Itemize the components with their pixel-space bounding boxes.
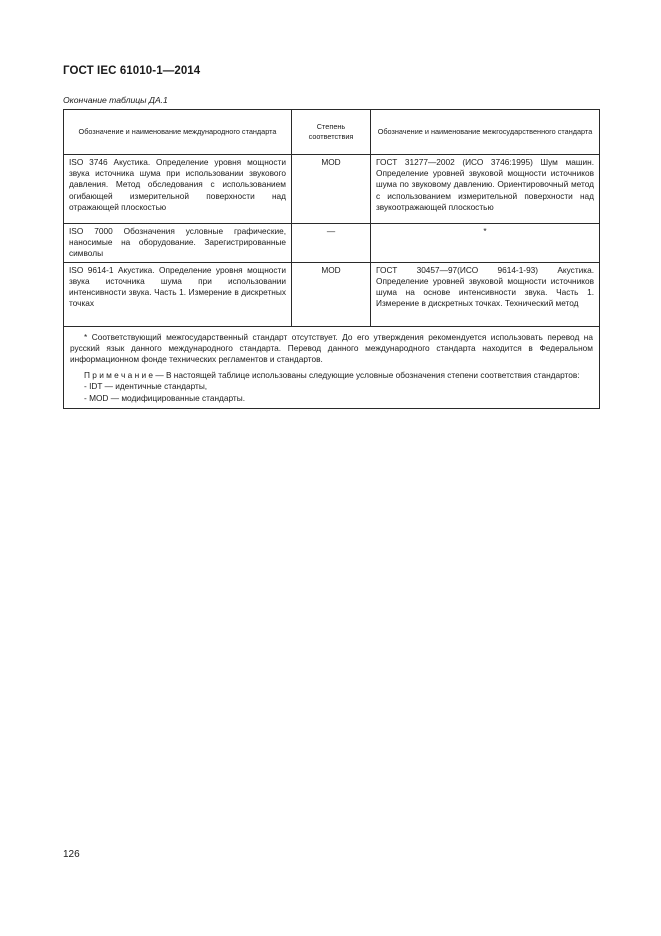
note-text: — В настоящей таблице использованы следующие условные обозначения степени соответствия стандартов: <box>153 370 580 381</box>
cell-international-standard: ISO 3746 Акустика. Определение уровня мощности звука источника шума при использовании звукового давления. Метод обследования с использованием огибающей измерительной поверхности над отражающей плоскостью <box>64 155 292 224</box>
cell-international-standard: ISO 7000 Обозначения условные графические, наносимые на оборудование. Зарегистрированные символы <box>64 224 292 263</box>
column-header-interstate: Обозначение и наименование межгосударственного стандарта <box>371 110 600 155</box>
legend-item-mod: - MOD — модифицированные стандарты. <box>84 392 246 403</box>
legend-item-idt: - IDT — идентичные стандарты, <box>84 381 208 392</box>
cell-interstate-standard: ГОСТ 30457—97(ИСО 9614-1-93) Акустика. Определение уровней звуковой мощности источников шума на основе интенсивности звука. Часть 1. Измерение в дискретных точках. Технический метод <box>371 262 600 326</box>
standards-table <box>63 109 600 409</box>
cell-degree: MOD <box>292 155 371 224</box>
table-header-row <box>64 110 600 155</box>
table-row <box>64 262 600 326</box>
table-row <box>64 155 600 224</box>
column-header-international: Обозначение и наименование международного стандарта <box>64 110 292 155</box>
cell-interstate-standard: * <box>371 224 600 263</box>
table-caption: Окончание таблицы ДА.1 <box>63 95 168 105</box>
cell-degree: — <box>292 224 371 263</box>
table-notes <box>64 326 600 408</box>
table-notes-row <box>64 326 600 408</box>
document-title: ГОСТ IEC 61010-1—2014 <box>63 65 201 77</box>
note-label: П р и м е ч а н и е <box>84 370 154 381</box>
note <box>70 370 593 381</box>
table-row <box>64 224 600 263</box>
cell-international-standard: ISO 9614-1 Акустика. Определение уровня мощности звука источника шума при использовании интенсивности звука. Часть 1. Измерение в дискретных точках <box>64 262 292 326</box>
page-number: 126 <box>63 849 80 860</box>
cell-interstate-standard: ГОСТ 31277—2002 (ИСО 3746:1995) Шум машин. Определение уровней звуковой мощности источников шума по звуковому давлению. Ориентировочный метод с использованием измерительной поверхности над звукоотражающей плоскостью <box>371 155 600 224</box>
cell-degree: MOD <box>292 262 371 326</box>
footnote: * Соответствующий межгосударственный стандарт отсутствует. До его утверждения рекомендуется использовать перевод на русский язык данного международного стандарта. Перевод данного международного стандарта находится в Федеральном информационном фонде технических регламентов и стандартов. <box>70 331 593 365</box>
column-header-degree: Степень соответствия <box>292 110 371 155</box>
